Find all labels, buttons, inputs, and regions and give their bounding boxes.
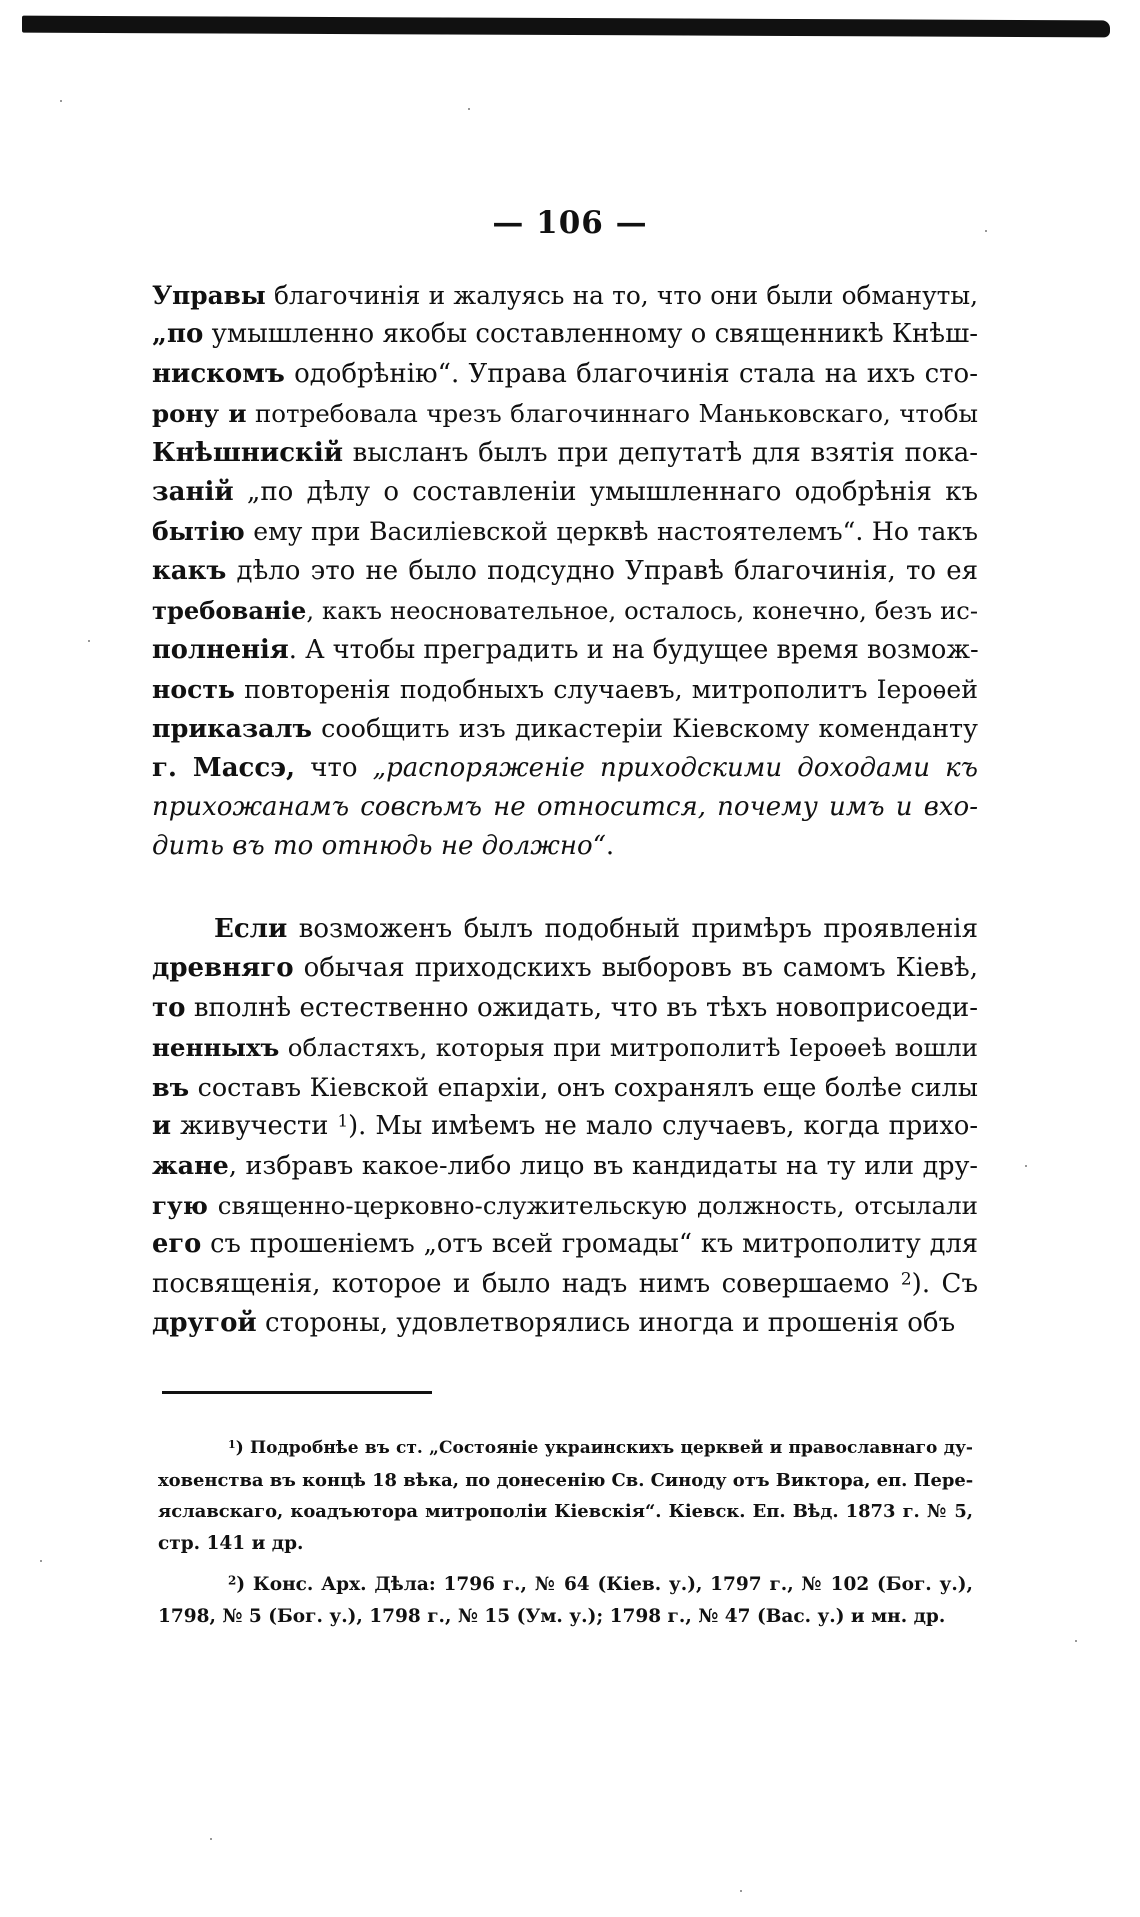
text-run: другой <box>152 1307 257 1338</box>
text-run: въ <box>152 1071 190 1102</box>
paragraph-2 <box>152 910 978 1343</box>
scan-speck <box>1025 1165 1027 1167</box>
text-run: возможенъ былъ подобный примѣръ проявленія <box>287 914 978 944</box>
text-line <box>158 1528 973 1560</box>
footnote-separator <box>162 1391 432 1394</box>
text-line <box>152 1028 978 1067</box>
text-run: ность <box>152 673 235 704</box>
text-run: полненія <box>152 634 289 665</box>
footnote-marker[interactable]: 1 <box>228 1438 236 1452</box>
scan-speck <box>740 1890 742 1892</box>
footnote-marker[interactable]: 1 <box>337 1110 349 1131</box>
text-line <box>152 315 978 354</box>
text-run: сообщить изъ дикастеріи Кіевскому коменданту <box>312 713 978 744</box>
text-line <box>152 1146 978 1185</box>
text-run: составъ Кіевской епархіи, онъ сохранялъ еще болѣе силы <box>189 1071 978 1102</box>
text-run: благочинія и жалуясь на то, что они были обмануты, <box>265 281 978 310</box>
text-run: Если <box>214 914 288 944</box>
text-run: г. Массэ, <box>152 752 296 783</box>
text-line <box>152 552 978 591</box>
text-line <box>152 1107 978 1146</box>
text-run: жане <box>152 1150 229 1181</box>
text-line <box>152 512 978 551</box>
text-run: дить въ то отнюдь не должно“ <box>152 831 606 862</box>
text-run: „по дѣлу о составленіи умышленнаго одобрѣнія къ <box>233 476 978 507</box>
text-run: стороны, удовлетворялись иногда и прошенія объ <box>256 1307 956 1338</box>
text-line <box>152 827 978 866</box>
text-run: дѣло это не было подсудно Управѣ благочинія, то ея <box>226 555 978 586</box>
footnotes <box>158 1433 973 1632</box>
scan-speck <box>40 1560 42 1562</box>
text-run: древняго <box>152 953 294 984</box>
text-run: одобрѣнію“. Управа благочинія стала на ихъ сто- <box>284 358 978 389</box>
text-run: ) Подробнѣе въ ст. „Состояніе украинскихъ церквей и православнаго ду- <box>235 1438 973 1458</box>
text-run: его <box>152 1229 202 1260</box>
text-line <box>152 1186 978 1225</box>
text-line <box>158 1569 973 1601</box>
text-line <box>152 473 978 512</box>
footnote-gap <box>158 1559 973 1569</box>
text-line <box>158 1496 973 1528</box>
text-run: высланъ былъ при депутатѣ для взятія пока- <box>343 437 978 468</box>
text-run: . А чтобы преградить и на будущее время возмож- <box>288 634 979 665</box>
top-border-rule <box>22 16 1110 38</box>
text-line <box>152 709 978 748</box>
scan-speck <box>985 230 987 232</box>
scan-speck <box>60 100 62 102</box>
footnote-2 <box>158 1569 973 1632</box>
text-line <box>152 788 978 827</box>
text-run: . <box>605 831 615 862</box>
scan-speck <box>1075 1640 1077 1642</box>
text-run: ). Съ <box>911 1268 978 1299</box>
text-line <box>152 949 978 988</box>
text-line <box>152 1304 978 1343</box>
text-line <box>152 591 978 630</box>
text-run: живучести <box>171 1110 338 1141</box>
text-run: то <box>152 992 186 1023</box>
text-line <box>152 910 978 949</box>
text-run: умышленно якобы составленному о священникѣ Кнѣш- <box>203 319 979 350</box>
text-line <box>152 276 978 315</box>
text-line <box>152 670 978 709</box>
text-run: „распоряженіе приходскими доходами къ <box>372 752 978 783</box>
scan-speck <box>210 1838 212 1840</box>
text-line <box>152 631 978 670</box>
text-run: вполнѣ естественно ожидать, что въ тѣхъ новоприсоеди- <box>185 992 978 1023</box>
text-line <box>158 1465 973 1497</box>
text-line <box>152 1068 978 1107</box>
text-run: ему при Василіевской церквѣ настоятелемъ“. Но такъ <box>244 517 978 547</box>
text-run: ) Конс. Арх. Дѣла: 1796 г., № 64 (Кіев. у.), 1797 г., № 102 (Бог. у.), <box>236 1574 973 1595</box>
text-run: яславскаго, коадъютора митрополіи Кіевскія“. Кіевск. Еп. Вѣд. 1873 г. № 5, <box>158 1501 973 1522</box>
text-run: священно-церковно-служительскую должность, отсылали <box>207 1190 978 1220</box>
text-run: гую <box>152 1190 208 1220</box>
text-run: что <box>295 752 373 783</box>
text-line <box>158 1601 973 1633</box>
text-line <box>152 434 978 473</box>
text-run: , избравъ какое-либо лицо въ кандидаты на ту или дру- <box>228 1150 978 1181</box>
text-run: 1798, № 5 (Бог. у.), 1798 г., № 15 (Ум. у.); 1798 г., № 47 (Вас. у.) и мн. др. <box>158 1605 946 1627</box>
text-run: какъ <box>152 555 227 586</box>
text-run: посвященія, которое и было надъ нимъ совершаемо <box>152 1268 901 1299</box>
text-run: обычая приходскихъ выборовъ въ самомъ Кіевѣ, <box>293 953 978 984</box>
text-line <box>152 1225 978 1264</box>
text-run: съ прошеніемъ „отъ всей громады“ къ митрополиту для <box>201 1229 978 1260</box>
text-run: заній <box>152 476 234 507</box>
text-line <box>158 1433 973 1465</box>
text-run: прихожанамъ совсѣмъ не относится, почему имъ и вхо- <box>152 792 978 823</box>
text-line <box>152 355 978 394</box>
text-run: Управы <box>152 281 266 310</box>
scan-speck <box>88 640 90 642</box>
text-run: , какъ неосновательное, осталось, конечно, безъ ис- <box>306 597 978 626</box>
text-run: ). Мы имѣемъ не мало случаевъ, когда прихо- <box>348 1110 978 1141</box>
text-run: ховенства въ концѣ 18 вѣка, по донесенію Св. Синоду отъ Виктора, еп. Пере- <box>158 1469 974 1491</box>
text-run: и <box>152 1110 172 1141</box>
text-run: бытію <box>152 516 245 547</box>
footnote-marker[interactable]: 2 <box>228 1573 237 1588</box>
text-line <box>152 749 978 788</box>
text-run: стр. 141 и др. <box>158 1532 304 1554</box>
text-line <box>152 394 978 433</box>
text-run: Кнѣшнискій <box>152 437 343 468</box>
text-run: требованіе <box>152 596 307 626</box>
text-run: рону и <box>152 399 247 429</box>
text-run: нискомъ <box>152 358 285 389</box>
scan-speck <box>468 108 470 110</box>
text-line <box>152 1265 978 1304</box>
text-run: ненныхъ <box>152 1033 280 1063</box>
paragraph-1 <box>152 276 978 867</box>
text-run: повторенія подобныхъ случаевъ, митрополитъ Іероѳей <box>234 674 978 704</box>
text-run: потребовала чрезъ благочиннаго Маньковскаго, чтобы <box>246 399 978 429</box>
text-run: областяхъ, которыя при митрополитѣ Іероѳеѣ вошли <box>279 1033 978 1063</box>
footnote-1 <box>158 1433 973 1559</box>
text-run: приказалъ <box>152 713 312 744</box>
page-number: — 106 — <box>492 205 648 241</box>
text-line <box>152 989 978 1028</box>
text-run: „по <box>152 319 204 350</box>
footnote-marker[interactable]: 2 <box>900 1267 912 1288</box>
